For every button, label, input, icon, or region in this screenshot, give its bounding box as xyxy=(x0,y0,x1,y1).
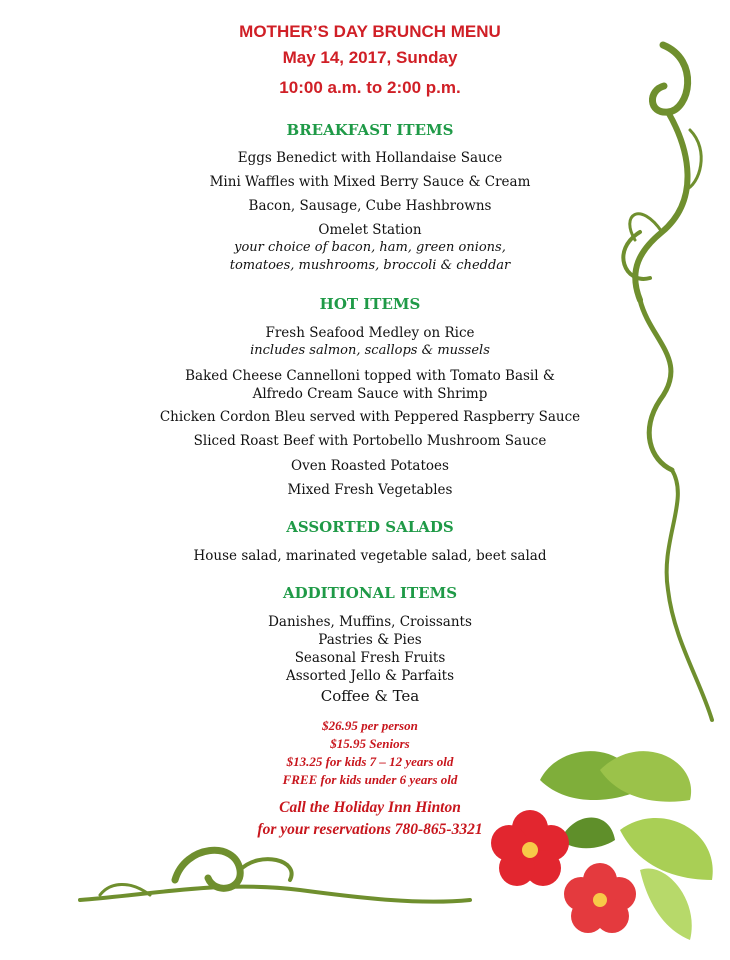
section-heading-salads: ASSORTED SALADS xyxy=(286,518,454,536)
menu-item: Omelet Station xyxy=(318,222,422,238)
menu-item: Mini Waffles with Mixed Berry Sauce & Cream xyxy=(209,174,531,190)
price-line: $26.95 per person xyxy=(322,718,418,733)
menu-item: Pastries & Pies xyxy=(318,632,422,648)
menu-item: Bacon, Sausage, Cube Hashbrowns xyxy=(248,198,492,214)
contact-line: Call the Holiday Inn Hinton xyxy=(279,799,461,816)
menu-time: 10:00 a.m. to 2:00 p.m. xyxy=(279,78,461,97)
section-heading-hot: HOT ITEMS xyxy=(319,295,421,313)
menu-item: Assorted Jello & Parfaits xyxy=(286,668,454,684)
section-heading-additional: ADDITIONAL ITEMS xyxy=(282,584,458,602)
vine-scroll-icon xyxy=(80,850,470,901)
menu-item: Eggs Benedict with Hollandaise Sauce xyxy=(237,150,503,166)
menu-item: Mixed Fresh Vegetables xyxy=(287,482,453,498)
menu-item: Seasonal Fresh Fruits xyxy=(294,650,446,666)
price-line: $13.25 for kids 7 – 12 years old xyxy=(286,754,454,769)
section-heading-breakfast: BREAKFAST ITEMS xyxy=(286,121,454,139)
menu-item: Alfredo Cream Sauce with Shrimp xyxy=(252,386,488,402)
price-line: FREE for kids under 6 years old xyxy=(282,772,458,787)
menu-item: Oven Roasted Potatoes xyxy=(291,458,449,474)
price-line: $15.95 Seniors xyxy=(330,736,410,751)
menu-item-note: your choice of bacon, ham, green onions, xyxy=(234,240,506,255)
menu-item-note: tomatoes, mushrooms, broccoli & cheddar xyxy=(229,258,511,273)
menu-item: Danishes, Muffins, Croissants xyxy=(268,614,472,630)
menu-item: House salad, marinated vegetable salad, beet salad xyxy=(193,548,547,564)
menu-item: Baked Cheese Cannelloni topped with Tomato Basil & xyxy=(185,368,555,384)
menu-item: Fresh Seafood Medley on Rice xyxy=(265,325,475,341)
menu-item: Chicken Cordon Bleu served with Peppered Raspberry Sauce xyxy=(159,409,581,425)
menu-date: May 14, 2017, Sunday xyxy=(282,48,458,67)
menu-item-note: includes salmon, scallops & mussels xyxy=(250,343,490,358)
menu-title: MOTHER’S DAY BRUNCH MENU xyxy=(239,22,501,41)
menu-item: Sliced Roast Beef with Portobello Mushroom Sauce xyxy=(193,433,547,449)
contact-phone: for your reservations 780-865-3321 xyxy=(257,821,483,838)
menu-item: Coffee & Tea xyxy=(320,687,420,705)
